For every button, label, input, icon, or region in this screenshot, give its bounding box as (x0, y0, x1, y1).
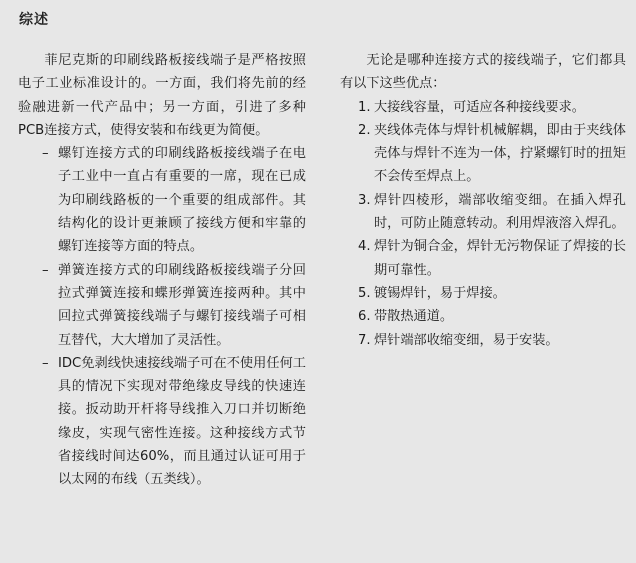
left-column (6, 49, 306, 492)
advantage-item-6 (358, 305, 626, 328)
item-text: 带散热通道。 (374, 309, 454, 325)
left-intro-paragraph: 菲尼克斯的印刷线路板接线端子是严格按照电子工业标准设计的。一方面，我们将先前的经验融进新一代产品中；另一方面，引进了多种PCB连接方式，使得安装和布线更为简便。 (18, 53, 306, 138)
item-number: 3. (358, 192, 371, 208)
item-text: 大接线容量，可适应各种接线要求。 (374, 99, 585, 115)
item-text: 夹线体壳体与焊针机械解耦，即由于夹线体壳体与焊针不连为一体，拧紧螺钉时的扭矩不会传至焊点上。 (374, 122, 626, 185)
right-intro-paragraph: 无论是哪种连接方式的接线端子，它们都具有以下这些优点： (340, 53, 626, 92)
item-number: 7. (358, 332, 371, 348)
item-number: 5. (358, 285, 371, 301)
section-heading: 综述 (19, 12, 49, 28)
bullet-dash: – (42, 262, 49, 278)
item-number: 6. (358, 309, 371, 325)
advantage-item-2 (358, 119, 626, 189)
advantage-item-5 (358, 282, 626, 305)
item-text: 焊针端部收缩变细，易于安装。 (374, 332, 559, 348)
right-column (340, 49, 626, 352)
advantage-item-4 (358, 235, 626, 282)
item-number: 2. (358, 122, 371, 138)
item-number: 1. (358, 99, 371, 115)
bullet-text: IDC免剥线快速接线端子可在不使用任何工具的情况下实现对带绝缘皮导线的快速连接。扳动助开杆将导线推入刀口并切断绝缘皮，实现气密性连接。这种接线方式节省接线时间达60%，而且通过认证可用于以太网的布线（五类线）。 (58, 355, 306, 488)
bullet-dash: – (42, 146, 49, 162)
item-number: 4. (358, 239, 371, 255)
bullet-screw-connection (42, 142, 306, 258)
bullet-text: 弹簧连接方式的印刷线路板接线端子分回拉式弹簧连接和蝶形弹簧连接两种。其中回拉式弹簧接线端子与螺钉接线端子可相互替代，大大增加了灵活性。 (58, 262, 306, 348)
item-text: 焊针为铜合金，焊针无污物保证了焊接的长期可靠性。 (374, 239, 626, 278)
bullet-dash: – (42, 355, 49, 371)
bullet-spring-connection (42, 259, 306, 352)
bullet-text: 螺钉连接方式的印刷线路板接线端子在电子工业中一直占有重要的一席，现在已成为印刷线路板的一个重要的组成部件。其结构化的设计更兼顾了接线方便和牢靠的螺钉连接等方面的特点。 (58, 146, 306, 255)
item-text: 镀锡焊针，易于焊接。 (374, 285, 506, 301)
item-text: 焊针四棱形，端部收缩变细。在插入焊孔时，可防止随意转动。利用焊液溶入焊孔。 (374, 192, 626, 232)
advantage-item-7 (358, 329, 626, 352)
bullet-idc-connection (42, 352, 306, 492)
advantage-item-1 (358, 96, 626, 119)
advantage-item-3 (358, 189, 626, 236)
